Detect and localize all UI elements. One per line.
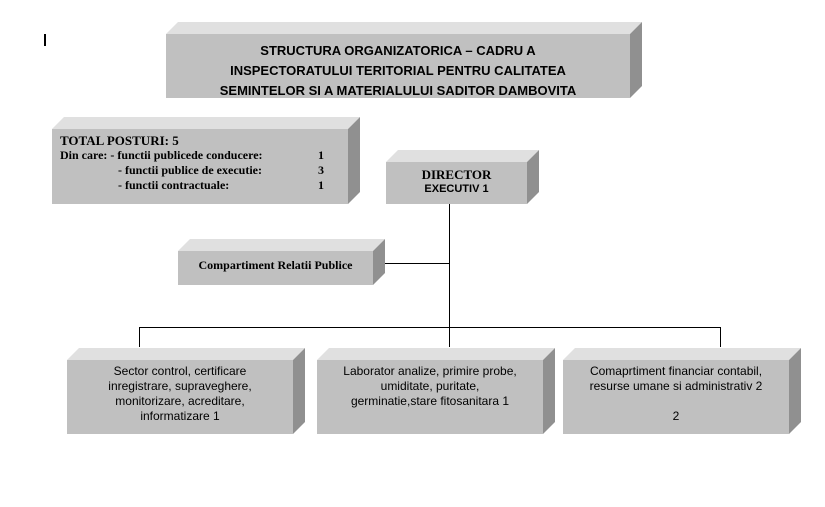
page-title: [166, 41, 630, 101]
financiar-box: [563, 348, 801, 434]
totals-box: [52, 117, 360, 204]
totals-row-value: 3: [318, 163, 324, 177]
title-line-1: STRUCTURA ORGANIZATORICA – CADRU A: [260, 43, 536, 58]
sector-box: [67, 348, 305, 434]
connector-director-down: [449, 204, 450, 327]
connector-laborator: [449, 327, 450, 347]
text-cursor: [44, 34, 46, 46]
connector-sector: [139, 327, 140, 347]
financiar-line-3: 2: [672, 409, 680, 423]
connector-relatii: [385, 263, 450, 264]
sector-line-1: Sector control, certificare: [113, 364, 247, 378]
financiar-content: [563, 364, 789, 424]
laborator-content: [317, 364, 543, 409]
director-box: [386, 150, 539, 204]
sector-content: [67, 364, 293, 424]
director-content: [386, 167, 527, 197]
totals-row-label: - functii contractuale:: [118, 178, 230, 192]
sector-line-4: informatizare 1: [140, 409, 220, 423]
director-title: DIRECTOR: [421, 167, 492, 182]
totals-heading: TOTAL POSTURI: 5: [60, 133, 179, 148]
totals-content: [60, 133, 350, 193]
totals-row: [60, 148, 350, 163]
title-line-3: SEMINTELOR SI A MATERIALULUI SADITOR DAMBOVITA: [219, 83, 577, 98]
totals-row-label: Din care: - functii publicede conducere:: [60, 148, 263, 162]
totals-row-label: - functii publice de executie:: [118, 163, 262, 177]
totals-row: [60, 163, 350, 178]
connector-financiar: [720, 327, 721, 347]
relatii-publice-box: [178, 239, 385, 285]
totals-row-value: 1: [318, 148, 324, 162]
laborator-line-1: Laborator analize, primire probe,: [343, 364, 517, 378]
sector-line-3: monitorizare, acreditare,: [115, 394, 245, 408]
relatii-publice-label: Compartiment Relatii Publice: [198, 258, 353, 272]
connector-horizontal: [139, 327, 721, 328]
laborator-line-3: germinatie,stare fitosanitara 1: [350, 394, 510, 408]
sector-line-2: inregistrare, supraveghere,: [108, 379, 252, 393]
laborator-line-2: umiditate, puritate,: [380, 379, 480, 393]
totals-row-value: 1: [318, 178, 324, 192]
financiar-line-1: Comaprtiment financiar contabil,: [589, 364, 763, 378]
laborator-box: [317, 348, 555, 434]
director-subtitle: EXECUTIV 1: [424, 183, 489, 195]
title-box: [166, 22, 642, 98]
title-line-2: INSPECTORATULUI TERITORIAL PENTRU CALITATEA: [230, 63, 566, 78]
financiar-line-2: resurse umane si administrativ 2: [589, 379, 763, 393]
totals-row: [60, 178, 350, 193]
